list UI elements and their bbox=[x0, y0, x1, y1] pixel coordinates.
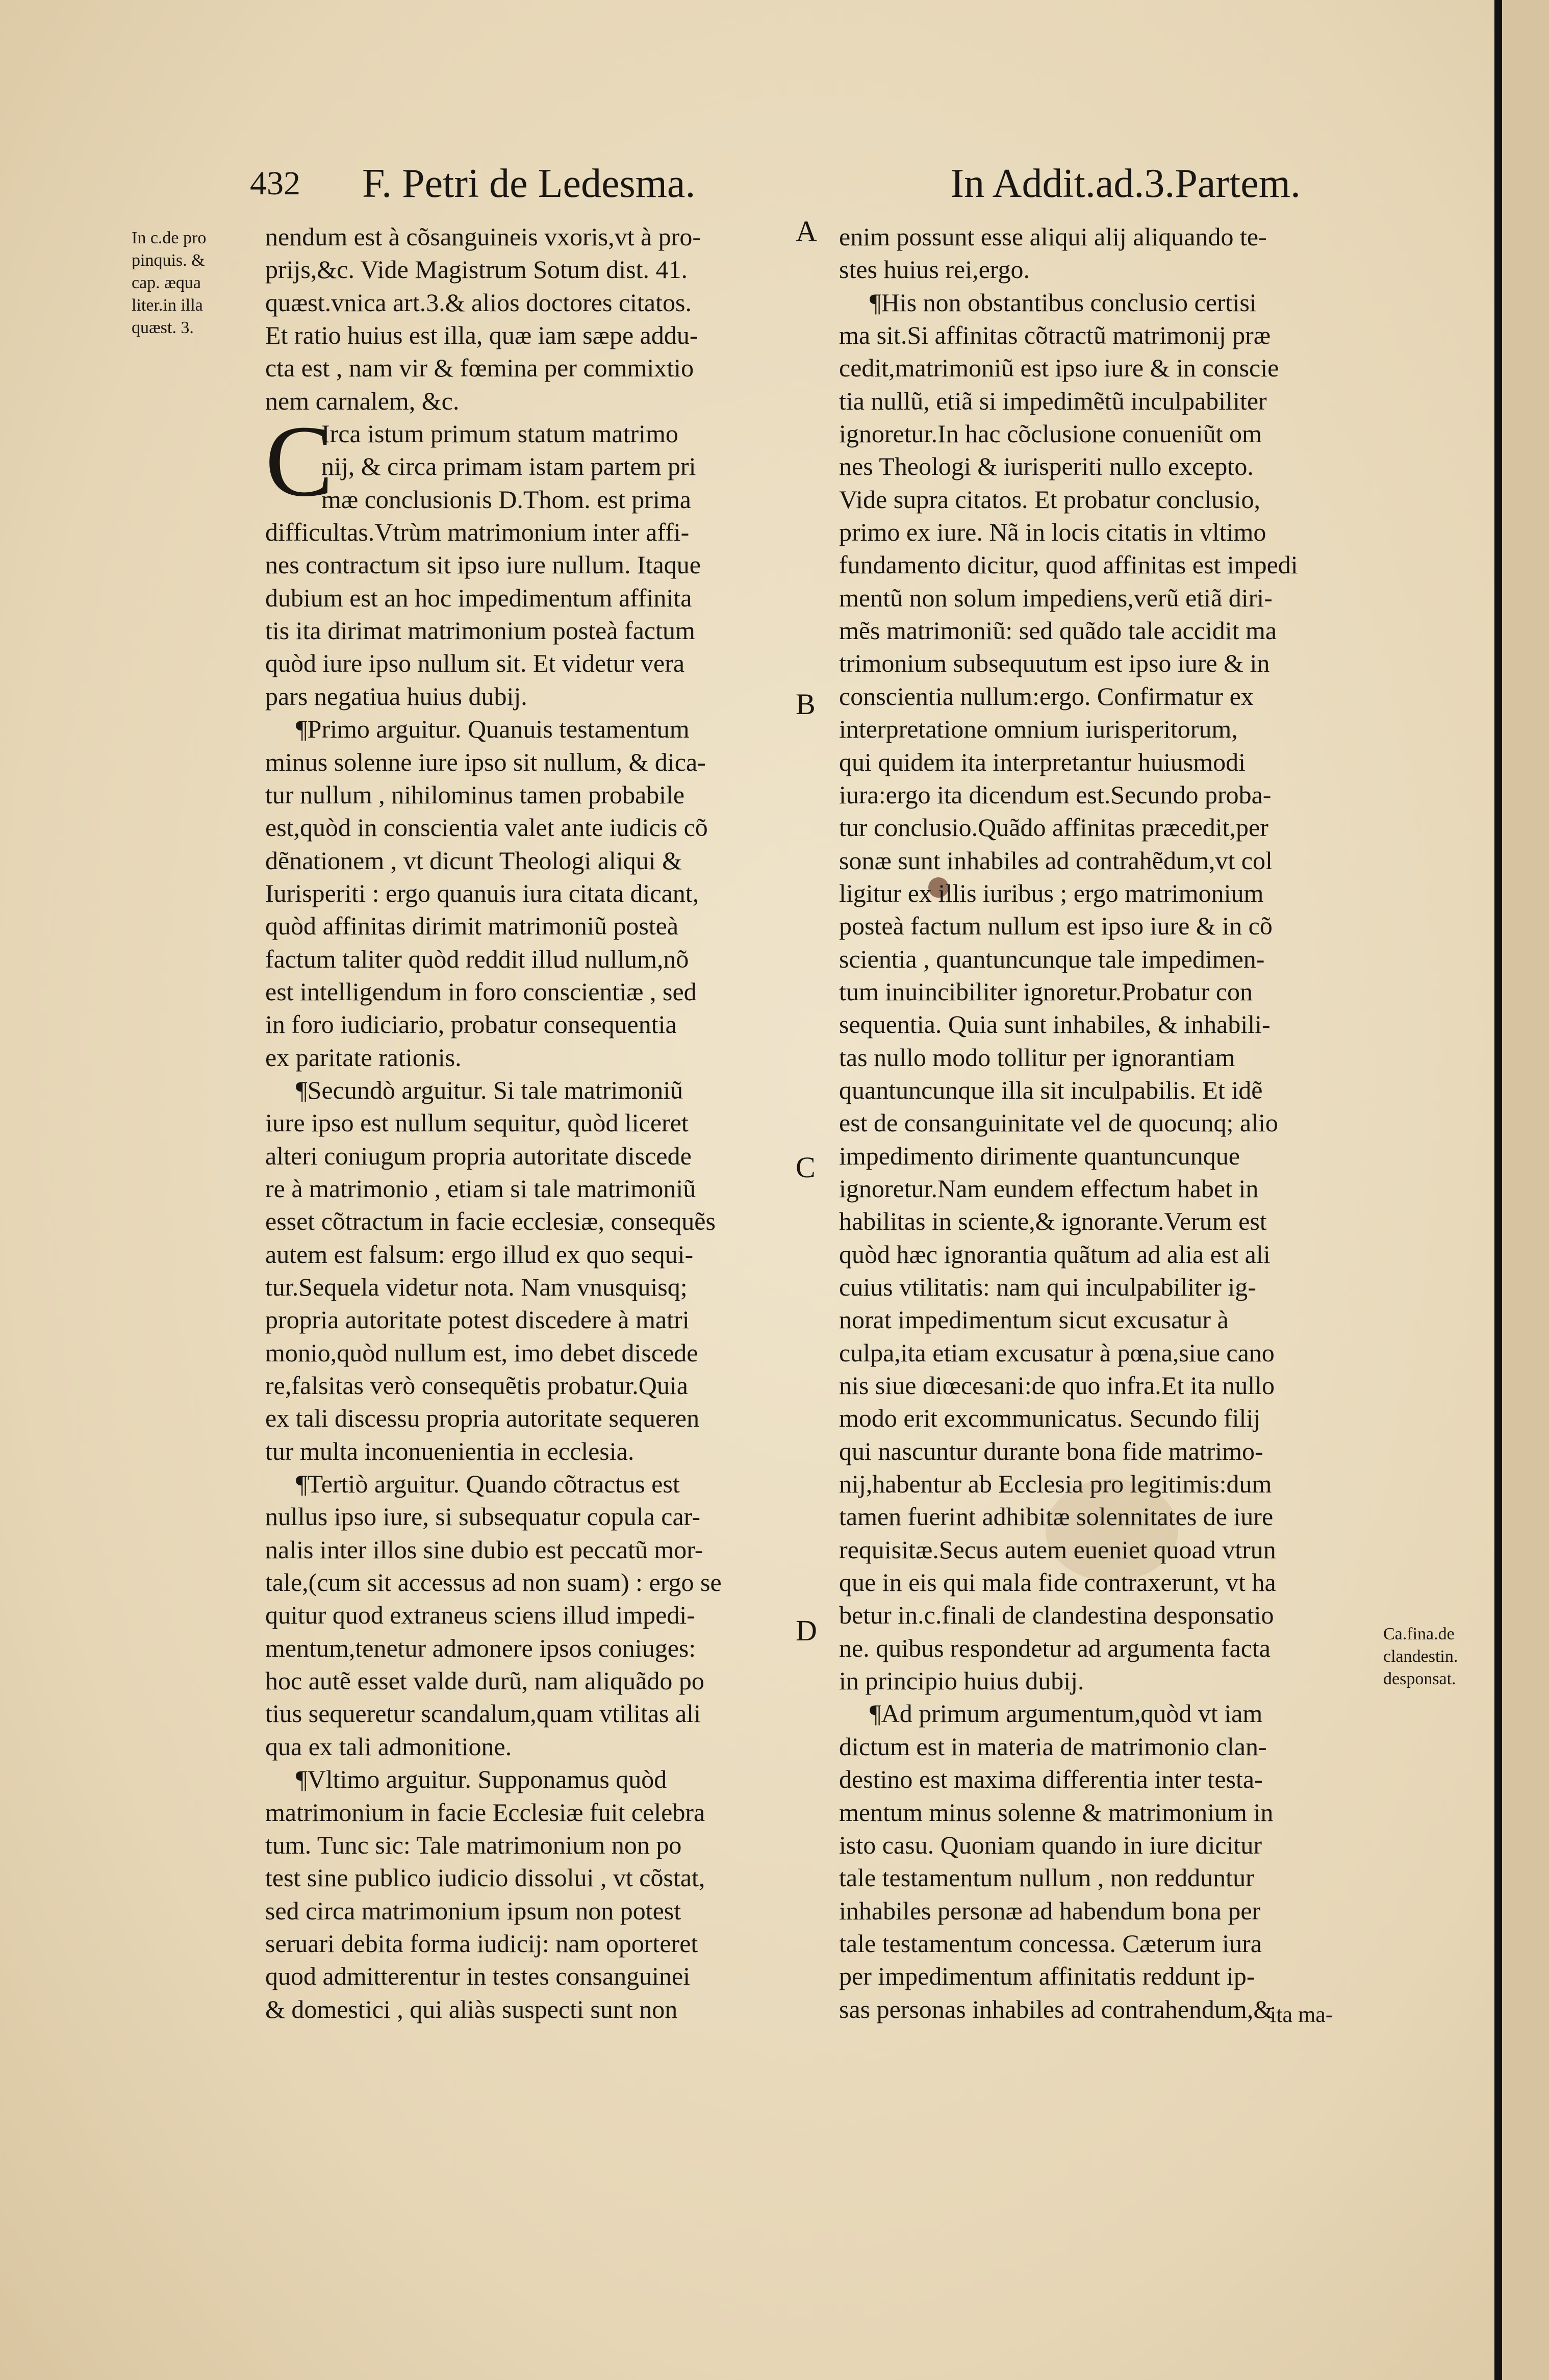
text-line: cuius vtilitatis: nam qui inculpabiliter ig- bbox=[839, 1273, 1256, 1301]
section-mark-b: B bbox=[796, 688, 816, 721]
text-line: quitur quod extraneus sciens illud impedi- bbox=[265, 1601, 695, 1630]
text-line: pars negatiua huius dubij. bbox=[265, 681, 527, 711]
text-line: ¶Tertiò arguitur. Quando cõtractus est bbox=[296, 1470, 680, 1499]
text-line: isto casu. Quoniam quando in iure dicitur bbox=[839, 1830, 1262, 1859]
text-line: nalis inter illos sine dubio est peccatũ mor- bbox=[265, 1535, 703, 1564]
text-line: nis siue diœcesani:de quo infra.Et ita nullo bbox=[839, 1371, 1275, 1400]
text-line: nendum est à cõsanguineis vxoris,vt à pro- bbox=[265, 222, 701, 251]
text-line: tur.Sequela videtur nota. Nam vnusquisq; bbox=[265, 1273, 688, 1301]
text-line: fundamento dicitur, quod affinitas est impedi bbox=[839, 550, 1298, 579]
text-line: ex tali discessu propria autoritate sequeren bbox=[265, 1404, 700, 1433]
text-line: est,quòd in conscientia valet ante iudicis cõ bbox=[265, 813, 708, 842]
text-line: dubium est an hoc impedimentum affinita bbox=[265, 583, 692, 612]
text-line: ligitur ex illis iuribus ; ergo matrimonium bbox=[839, 878, 1264, 907]
text-line: mentum,tenetur admonere ipsos coniuges: bbox=[265, 1633, 696, 1662]
drop-cap-initial: C bbox=[265, 405, 334, 518]
text-line: qua ex tali admonitione. bbox=[265, 1732, 512, 1761]
text-line: re,falsitas verò consequẽtis probatur.Quia bbox=[265, 1371, 688, 1400]
text-line: tur conclusio.Quãdo affinitas præcedit,per bbox=[839, 813, 1268, 842]
text-line: destino est maxima differentia inter testa- bbox=[839, 1765, 1263, 1794]
left-text-column bbox=[265, 220, 791, 2025]
text-line: que in eis qui mala fide contraxerunt, vt ha bbox=[839, 1568, 1276, 1597]
text-line: ma sit.Si affinitas cõtractũ matrimonij præ bbox=[839, 321, 1271, 350]
text-line: ex paritate rationis. bbox=[265, 1043, 462, 1072]
text-line: posteà factum nullum est ipso iure & in cõ bbox=[839, 912, 1273, 941]
text-line: est intelligendum in foro conscientiæ , sed bbox=[265, 977, 697, 1006]
text-line: tur nullum , nihilominus tamen probabile bbox=[265, 780, 685, 809]
text-line: ignoretur.Nam eundem effectum habet in bbox=[839, 1174, 1259, 1203]
right-margin-note: Ca.fina.de clandestin. desponsat. bbox=[1383, 1625, 1458, 1688]
text-line: scientia , quantuncunque tale impedimen- bbox=[839, 944, 1265, 973]
text-line: mentum minus solenne & matrimonium in bbox=[839, 1797, 1274, 1827]
text-line: factum taliter quòd reddit illud nullum,nõ bbox=[265, 944, 689, 973]
section-mark-c: C bbox=[796, 1151, 816, 1184]
text-line: hoc autẽ esset valde durũ, nam aliquãdo po bbox=[265, 1666, 704, 1695]
text-line: trimonium subsequutum est ipso iure & in bbox=[839, 649, 1270, 678]
text-line: difficultas.Vtrùm matrimonium inter affi- bbox=[265, 518, 690, 547]
text-line: test sine publico iudicio dissolui , vt cõstat, bbox=[265, 1863, 705, 1892]
text-line: betur in.c.finali de clandestina desponsatio bbox=[839, 1601, 1274, 1630]
text-line: nij,habentur ab Ecclesia pro legitimis:dum bbox=[839, 1470, 1272, 1499]
text-line: nij, & circa primam istam partem pri bbox=[321, 452, 696, 481]
text-line: cta est , nam vir & fœmina per commixtio bbox=[265, 353, 694, 383]
text-line: re à matrimonio , etiam si tale matrimoniũ bbox=[265, 1174, 696, 1203]
text-line: iure ipso est nullum sequitur, quòd liceret bbox=[265, 1108, 689, 1137]
left-margin-note: In c.de pro pinquis. & cap. æqua liter.in illa quæst. 3. bbox=[132, 229, 207, 337]
text-line: qui nascuntur durante bona fide matrimo- bbox=[839, 1436, 1263, 1465]
text-line: sas personas inhabiles ad contrahendum,& bbox=[839, 1994, 1274, 2023]
folio-number: 432 bbox=[250, 165, 300, 202]
text-line: tale,(cum sit accessus ad non suam) : ergo se bbox=[265, 1568, 722, 1597]
text-line: autem est falsum: ergo illud ex quo sequi- bbox=[265, 1239, 694, 1269]
text-line: interpretatione omnium iurisperitorum, bbox=[839, 715, 1238, 744]
running-header bbox=[250, 153, 1301, 214]
text-line: ¶Vltimo arguitur. Supponamus quòd bbox=[296, 1765, 667, 1794]
text-line: matrimonium in facie Ecclesiæ fuit celebra bbox=[265, 1797, 705, 1827]
text-line: esset cõtractum in facie ecclesiæ, consequẽs bbox=[265, 1207, 716, 1236]
text-line: quantuncunque illa sit inculpabilis. Et idẽ bbox=[839, 1075, 1263, 1104]
text-line: enim possunt esse aliqui alij aliquando te- bbox=[839, 222, 1267, 251]
text-line: nes contractum sit ipso iure nullum. Itaque bbox=[265, 550, 701, 579]
text-line: prijs,&c. Vide Magistrum Sotum dist. 41. bbox=[265, 255, 688, 284]
text-line: tur multa inconuenientia in ecclesia. bbox=[265, 1436, 634, 1465]
text-line: tius sequeretur scandalum,quam vtilitas ali bbox=[265, 1699, 701, 1728]
text-line: sequentia. Quia sunt inhabiles, & inhabili- bbox=[839, 1010, 1271, 1039]
right-running-head: In Addit.ad.3.Partem. bbox=[950, 161, 1301, 206]
text-line: dictum est in materia de matrimonio clan- bbox=[839, 1732, 1267, 1761]
text-line: est de consanguinitate vel de quocunq; alio bbox=[839, 1108, 1278, 1137]
text-line: conscientia nullum:ergo. Confirmatur ex bbox=[839, 681, 1254, 711]
text-line: ne. quibus respondetur ad argumenta facta bbox=[839, 1633, 1271, 1662]
text-line: ¶Primo arguitur. Quanuis testamentum bbox=[296, 715, 690, 744]
text-line: tum inuincibiliter ignoretur.Probatur con bbox=[839, 977, 1253, 1006]
text-line: Vide supra citatos. Et probatur conclusio, bbox=[839, 485, 1260, 514]
text-line: Irca istum primum statum matrimo bbox=[321, 419, 678, 448]
text-line: quòd iure ipso nullum sit. Et videtur vera bbox=[265, 649, 685, 678]
text-line: impedimento dirimente quantuncunque bbox=[839, 1141, 1240, 1170]
text-line: iura:ergo ita dicendum est.Secundo proba- bbox=[839, 780, 1272, 809]
text-line: Et ratio huius est illa, quæ iam sæpe addu- bbox=[265, 321, 698, 350]
text-line: ¶Secundò arguitur. Si tale matrimoniũ bbox=[296, 1075, 683, 1104]
text-line: alteri coniugum propria autoritate discede bbox=[265, 1141, 692, 1170]
text-line: requisitæ.Secus autem eueniet quoad vtrun bbox=[839, 1535, 1276, 1564]
text-line: ignoretur.In hac cõclusione conueniũt om bbox=[839, 419, 1262, 448]
text-line: monio,quòd nullum est, imo debet discede bbox=[265, 1338, 698, 1367]
text-line: tia nullũ, etiã si impedimẽtũ inculpabiliter bbox=[839, 386, 1267, 415]
text-line: in foro iudiciario, probatur consequentia bbox=[265, 1010, 677, 1039]
text-line: quòd affinitas dirimit matrimoniũ posteà bbox=[265, 912, 679, 941]
text-line: seruari debita forma iudicij: nam oporteret bbox=[265, 1929, 698, 1958]
section-mark-a: A bbox=[796, 215, 817, 248]
text-line: norat impedimentum sicut excusatur à bbox=[839, 1305, 1229, 1334]
text-line: habilitas in sciente,& ignorante.Verum est bbox=[839, 1207, 1267, 1236]
text-line: Iurisperiti : ergo quanuis iura citata dicant, bbox=[265, 878, 699, 907]
text-line: sed circa matrimonium ipsum non potest bbox=[265, 1896, 681, 1925]
text-line: mẽs matrimoniũ: sed quãdo tale accidit ma bbox=[839, 616, 1277, 645]
text-line: mæ conclusionis D.Thom. est prima bbox=[321, 485, 691, 514]
text-line: sonæ sunt inhabiles ad contrahẽdum,vt col bbox=[839, 846, 1273, 875]
text-line: tamen fuerint adhibitæ solennitates de iure bbox=[839, 1502, 1274, 1531]
text-line: propria autoritate potest discedere à matri bbox=[265, 1305, 690, 1334]
text-line: tas nullo modo tollitur per ignorantiam bbox=[839, 1043, 1235, 1072]
text-line: tale testamentum concessa. Cæterum iura bbox=[839, 1929, 1262, 1958]
text-line: modo erit excommunicatus. Secundo filij bbox=[839, 1404, 1261, 1433]
text-line: tis ita dirimat matrimonium posteà factum bbox=[265, 616, 695, 645]
section-mark-d: D bbox=[796, 1614, 817, 1647]
text-line: qui quidem ita interpretantur huiusmodi bbox=[839, 747, 1246, 776]
text-line: minus solenne iure ipso sit nullum, & dica- bbox=[265, 747, 706, 776]
text-line: quòd hæc ignorantia quãtum ad alia est ali bbox=[839, 1239, 1271, 1269]
text-line: inhabiles personæ ad habendum bona per bbox=[839, 1896, 1261, 1925]
text-line: nullus ipso iure, si subsequatur copula car- bbox=[265, 1502, 700, 1531]
text-line: nes Theologi & iurisperiti nullo excepto. bbox=[839, 452, 1254, 481]
text-line: nem carnalem, &c. bbox=[265, 386, 460, 415]
text-line: mentũ non solum impediens,verũ etiã diri- bbox=[839, 583, 1273, 612]
text-line: ¶Ad primum argumentum,quòd vt iam bbox=[870, 1699, 1263, 1728]
text-line: quod admitterentur in testes consanguinei bbox=[265, 1962, 691, 1991]
text-line: dẽnationem , vt dicunt Theologi aliqui & bbox=[265, 846, 682, 875]
text-line: per impedimentum affinitatis reddunt ip- bbox=[839, 1962, 1255, 1991]
adjacent-page-edge bbox=[1502, 0, 1549, 2380]
text-line: quæst.vnica art.3.& alios doctores citatos. bbox=[265, 288, 692, 317]
text-line: cedit,matrimoniũ est ipso iure & in conscie bbox=[839, 353, 1279, 383]
text-line: tum. Tunc sic: Tale matrimonium non po bbox=[265, 1830, 682, 1859]
text-line: culpa,ita etiam excusatur à pœna,siue cano bbox=[839, 1338, 1275, 1367]
text-line: in principio huius dubij. bbox=[839, 1666, 1084, 1695]
text-line: primo ex iure. Nã in locis citatis in vltimo bbox=[839, 518, 1266, 547]
text-line: stes huius rei,ergo. bbox=[839, 255, 1030, 284]
catchword: ita ma- bbox=[1270, 2002, 1333, 2027]
text-line: tale testamentum nullum , non redduntur bbox=[839, 1863, 1254, 1892]
right-text-column bbox=[839, 220, 1349, 2025]
text-line: & domestici , qui aliàs suspecti sunt non bbox=[265, 1994, 678, 2023]
left-running-head: F. Petri de Ledesma. bbox=[362, 161, 696, 206]
text-line: ¶His non obstantibus conclusio certisi bbox=[870, 288, 1257, 317]
